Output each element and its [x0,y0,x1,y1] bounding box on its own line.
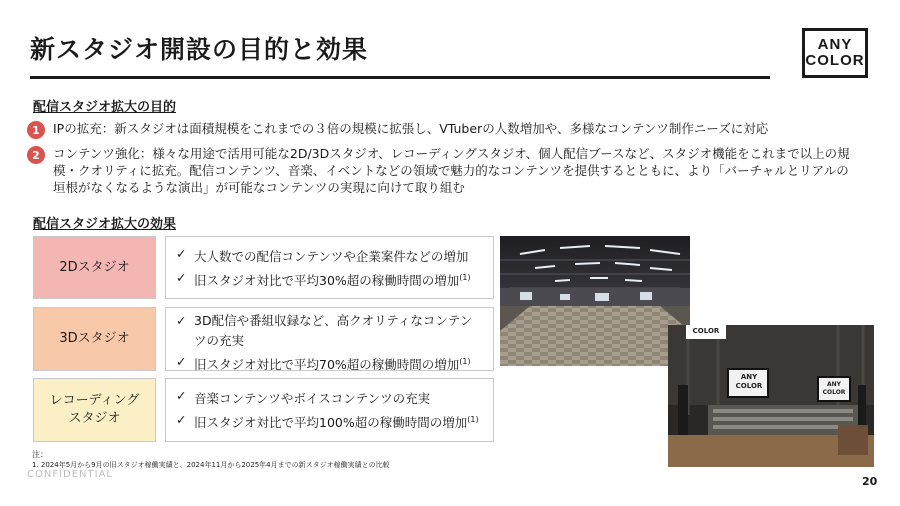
check-icon: ✓ [176,313,187,328]
page-title: 新スタジオ開設の目的と効果 [30,35,369,64]
footnote-text: 1. 2024年5月から9月の旧スタジオ稼働実績と、2024年11月から2025年4月までの新スタジオ稼働実績との比較 [32,461,390,469]
check-icon: ✓ [176,388,187,403]
footnote-label: 注： [32,450,48,459]
check-icon: ✓ [176,270,187,286]
effect-item: ✓ 3D配信や番組収録など、高クオリティなコンテンツの充実 [176,313,473,349]
effects-box-2d [165,236,494,299]
effect-item: ✓ 旧スタジオ対比で平均100%超の稼働時間の増加$^{(1)}$ [176,412,479,431]
category-2d-studio: 2Dスタジオ [33,236,156,299]
effects-box-3d [165,307,494,371]
confidential-mark: CONFIDENTIAL [27,469,114,480]
effects-heading: 配信スタジオ拡大の効果 [33,217,177,232]
category-3d-studio: 3Dスタジオ [33,307,156,371]
purpose-point-text: コンテンツ強化：様々な用途で活用可能な2D/3Dスタジオ、レコーディングスタジオ、個人配信ブースなど、スタジオ機能をこれまで以上の規模・クオリティに拡充。配信コンテンツ、音楽、イベントなどの領域で魅力的なコンテンツを提供するとともに、より「バーチャルとリアルの垣根がなくなるような演出」が可能なコンテンツの実現に向けて取り組む [53,146,850,195]
monitor-logo: ANY COLOR [735,373,763,390]
check-icon: ✓ [176,246,187,261]
purpose-point-text: IPの拡充：新スタジオは面積規模をこれまでの３倍の規模に拡張し、VTuberの人数増加や、多様なコンテンツ制作ニーズに対応 [53,121,769,136]
number-badge: 2 [27,146,45,164]
effect-item: ✓ 音楽コンテンツやボイスコンテンツの充実 [176,388,431,407]
effects-box-recording [165,378,494,442]
check-icon: ✓ [176,354,187,370]
title-divider [30,76,770,79]
number-badge: 1 [27,121,45,139]
logo-line-2: COLOR [805,52,865,69]
purpose-point-1 [27,120,853,139]
category-recording-studio: レコーディングスタジオ [33,378,156,442]
company-logo [802,28,868,78]
effect-item: ✓ 大人数での配信コンテンツや企業案件などの増加 [176,246,469,265]
effect-item: ✓ 旧スタジオ対比で平均70%超の稼働時間の増加$^{(1)}$ [176,354,471,373]
studio-photo-large [500,236,690,366]
purpose-point-2 [27,145,853,196]
check-icon: ✓ [176,412,187,428]
logo-line-1: ANY [817,36,853,53]
wall-sign: COLOR [692,327,720,335]
effect-item: ✓ 旧スタジオ対比で平均30%超の稼働時間の増加$^{(1)}$ [176,270,471,289]
page-number: 20 [862,475,878,488]
monitor-logo-small: ANY COLOR [822,381,846,396]
purpose-heading: 配信スタジオ拡大の目的 [33,100,177,115]
recording-studio-photo [668,325,874,467]
